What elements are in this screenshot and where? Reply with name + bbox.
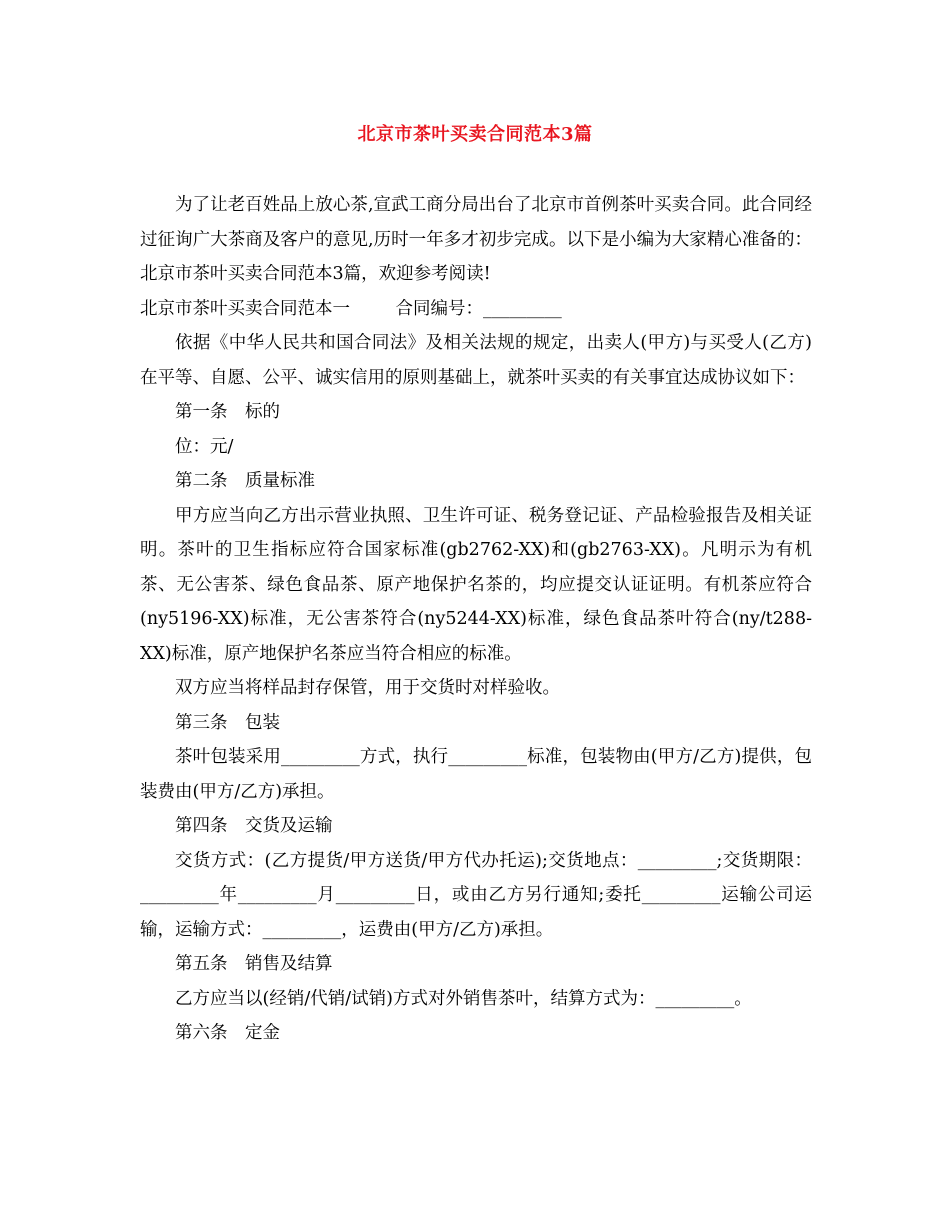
- article-3-text: 茶叶包装采用_________方式，执行_________标准，包装物由(甲方/乙方)提供，包装费由(甲方/乙方)承担。: [140, 747, 812, 802]
- article-6-heading: 第六条 定金: [175, 1023, 280, 1043]
- preamble-paragraph: 依据《中华人民共和国合同法》及相关法规的规定，出卖人(甲方)与买受人(乙方)在平等、自愿、公平、诚实信用的原则基础上，就茶叶买卖的有关事宜达成协议如下：: [140, 333, 812, 388]
- sample-title: 北京市茶叶买卖合同范本一: [140, 298, 350, 319]
- article-1-heading: 第一条 标的: [175, 402, 280, 422]
- article-2-text-2: 双方应当将样品封存保管，用于交货时对样验收。: [175, 678, 560, 698]
- intro-paragraph: 为了让老百姓品上放心茶,宣武工商分局出台了北京市首例茶叶买卖合同。此合同经过征询广大茶商及客户的意见,历时一年多才初步完成。以下是小编为大家精心准备的：北京市茶叶买卖合同范本3篇，欢迎参考阅读!: [140, 195, 812, 284]
- article-4-heading: 第四条 交货及运输: [175, 816, 333, 836]
- sample-heading-line: [140, 292, 812, 327]
- article-5-text: 乙方应当以(经销/代销/试销)方式对外销售茶叶，结算方式为：_________。: [175, 988, 752, 1009]
- article-2-heading: 第二条 质量标准: [175, 471, 315, 491]
- article-3-heading: 第三条 包装: [175, 712, 280, 733]
- article-1-text: 位：元/: [175, 436, 234, 457]
- article-4-text: 交货方式：(乙方提货/甲方送货/甲方代办托运);交货地点：_________;交货期限：_________年_________月_________日，或由乙方另行通知;委托_________运输公司运输，运输方式：_________，运费由(甲方/乙方)承担。: [140, 850, 812, 940]
- contract-number: 合同编号：_________: [395, 298, 562, 319]
- document-body: [140, 188, 812, 1051]
- article-2-text: 甲方应当向乙方出示营业执照、卫生许可证、税务登记证、产品检验报告及相关证明。茶叶的卫生指标应符合国家标准(gb2762-XX)和(gb2763-XX)。凡明示为有机茶、无公害茶、绿色食品茶、原产地保护名茶的，均应提交认证证明。有机茶应符合(ny5196-XX)标准，无公害茶符合(ny5244-XX)标准，绿色食品茶叶符合(ny/t288-XX)标准，原产地保护名茶应当符合相应的标准。: [140, 505, 812, 664]
- article-5-heading: 第五条 销售及结算: [175, 954, 333, 974]
- document-title: 北京市茶叶买卖合同范本3篇: [357, 124, 593, 145]
